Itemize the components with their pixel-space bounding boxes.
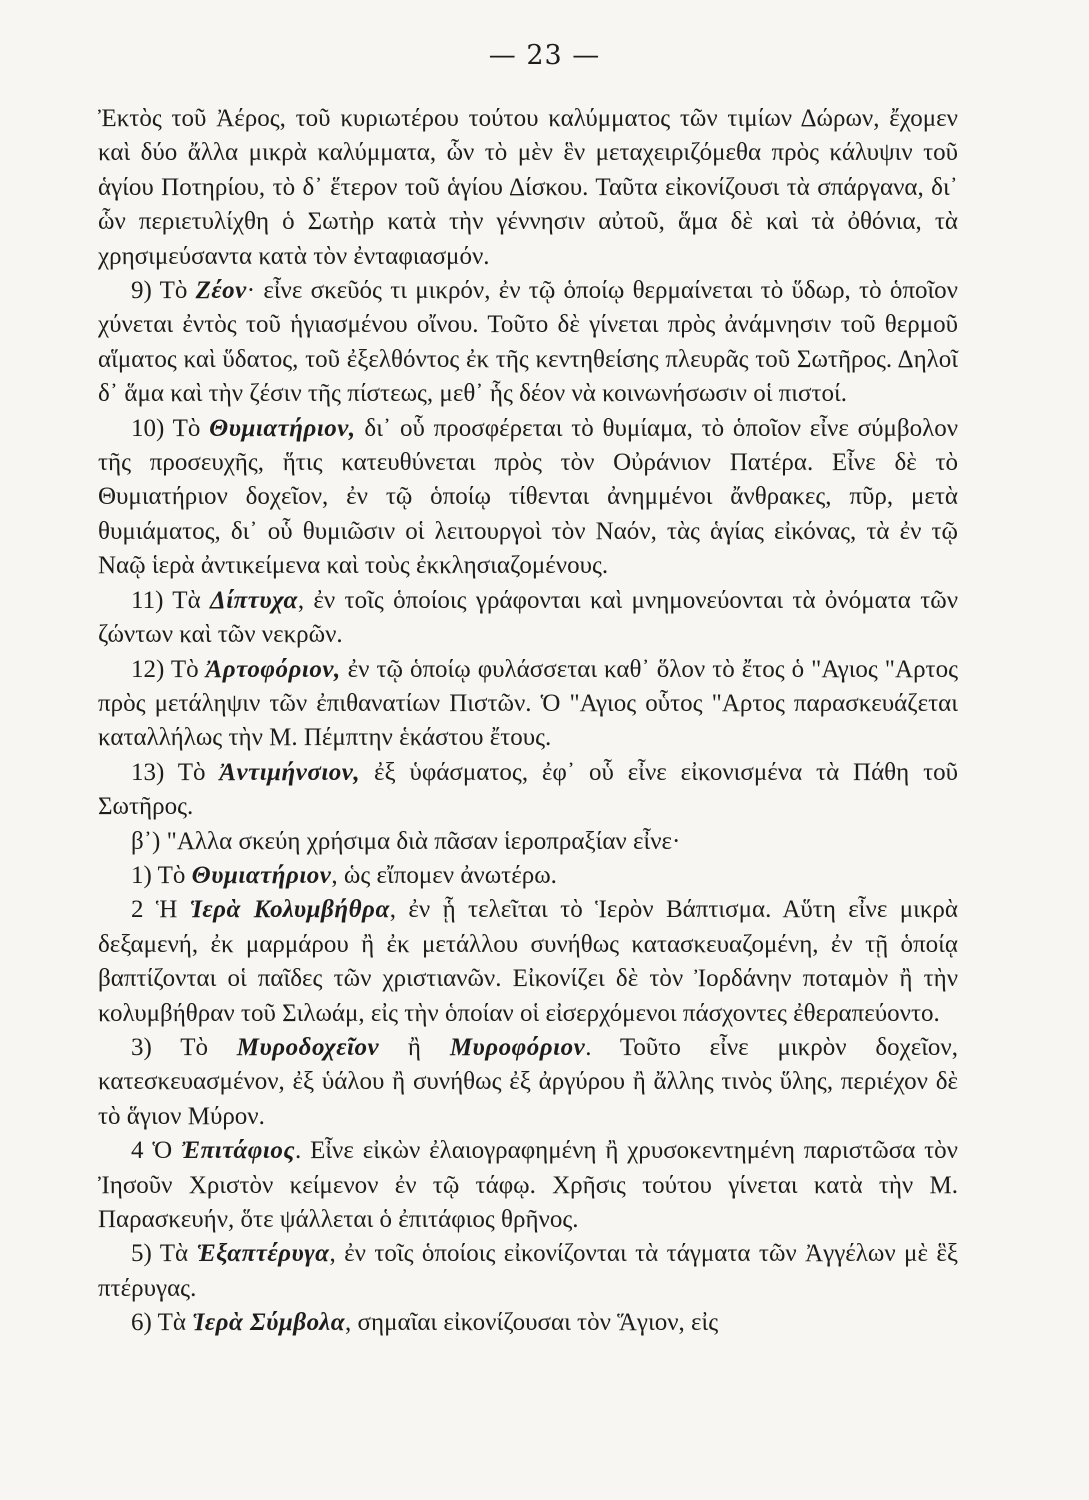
text-run: 6) Τὰ bbox=[131, 1309, 193, 1337]
text-run: β᾽) "Αλλα σκεύη χρήσιμα διὰ πᾶσαν ἱεροπραξίαν εἶνε· bbox=[131, 827, 681, 855]
bold-term: Ἀντιμήνσιον, bbox=[219, 758, 361, 786]
bold-term: Ἑξαπτέρυγα bbox=[196, 1240, 330, 1268]
bold-term: Ἱερὰ Κολυμβήθρα bbox=[189, 896, 390, 924]
paragraph-b-3 bbox=[98, 1031, 958, 1134]
paragraph-b-5 bbox=[98, 1237, 958, 1306]
paragraph-item-9 bbox=[98, 274, 958, 412]
paragraph-b-1 bbox=[98, 859, 958, 893]
text-run: 2 Ἡ bbox=[131, 896, 190, 924]
text-run: , ἐν τοῖς ὁποίοις γράφονται καὶ μνημονεύονται τὰ ὀνόματα τῶν ζώντων καὶ τῶν νεκρῶν. bbox=[98, 586, 958, 649]
text-run: , ἐν ᾗ τελεῖται τὸ Ἱερὸν Βάπτισμα. Αὕτη εἶνε μικρὰ δεξαμενή, ἐκ μαρμάρου ἢ ἐκ μετάλλου συνήθως κατασκευαζομένη, ἐν τῇ ὁποίᾳ βαπτίζονται οἱ παῖδες τῶν χριστιανῶν. Εἰκονίζει δὲ τὸν Ἰορδάνην ποταμὸν ἢ τὴν κολυμβήθραν τοῦ Σιλωάμ, εἰς τὴν ὁποίαν οἱ εἰσερχόμενοι πάσχοντες ἐθεραπεύοντο. bbox=[98, 896, 958, 1027]
text-run: 12) Τὸ bbox=[131, 655, 206, 683]
text-run: . Τοῦτο εἶνε μικρὸν δοχεῖον, κατεσκευασμένον, ἐξ ὑάλου ἢ συνήθως ἐξ ἀργύρου ἢ ἄλλης τινὸς ὕλης, περιέχον δὲ τὸ ἅγιον Μύρον. bbox=[98, 1033, 958, 1130]
page-number: — 23 — bbox=[488, 40, 601, 71]
text-run: 3) Τὸ bbox=[131, 1033, 237, 1061]
bold-term: Θυμιατήριον, bbox=[209, 414, 356, 442]
paragraph-aer bbox=[98, 102, 958, 274]
text-run: 5) Τὰ bbox=[131, 1240, 197, 1268]
paragraph-item-10 bbox=[98, 412, 958, 584]
paragraph-b-6 bbox=[98, 1306, 958, 1340]
paragraph-b-2 bbox=[98, 893, 958, 1031]
body-text bbox=[98, 102, 958, 1341]
text-run: 13) Τὸ bbox=[131, 758, 220, 786]
text-run: 10) Τὸ bbox=[131, 414, 210, 442]
text-run: 4 Ὁ bbox=[131, 1137, 181, 1165]
text-run: · εἶνε σκεῦός τι μικρόν, ἐν τῷ ὁποίῳ θερμαίνεται τὸ ὕδωρ, τὸ ὁποῖον χύνεται ἐντὸς τοῦ ἡγιασμένου οἴνου. Τοῦτο δὲ γίνεται πρὸς ἀνάμνησιν τοῦ θερμοῦ αἵματος καὶ ὕδατος, τοῦ ἐξελθόντος ἐκ τῆς κεντηθείσης πλευρᾶς τοῦ Σωτῆρος. Δηλοῖ δ᾽ ἅμα καὶ τὴν ζέσιν τῆς πίστεως, μεθ᾽ ἧς δέον νὰ κοινωνήσωσιν οἱ πιστοί. bbox=[98, 277, 958, 408]
bold-term: Ἐπιτάφιος bbox=[180, 1137, 295, 1165]
text-run: 9) Τὸ bbox=[131, 277, 196, 305]
bold-term: Ἱερὰ Σύμβολα bbox=[192, 1309, 346, 1337]
paragraph-item-12 bbox=[98, 653, 958, 756]
bold-term: Μυροφόριον bbox=[449, 1033, 586, 1061]
bold-term: Μυροδοχεῖον bbox=[236, 1033, 380, 1061]
text-run: , σημαῖαι εἰκονίζουσαι τὸν Ἅγιον, εἰς bbox=[345, 1309, 719, 1337]
text-run: , ὡς εἴπομεν ἀνωτέρω. bbox=[331, 861, 557, 889]
paragraph-item-13 bbox=[98, 756, 958, 825]
text-run: ἢ bbox=[379, 1033, 450, 1061]
text-run: δι᾽ οὗ προσφέρεται τὸ θυμίαμα, τὸ ὁποῖον εἶνε σύμβολον τῆς προσευχῆς, ἥτις κατευθύνεται πρὸς τὸν Οὐράνιον Πατέρα. Εἶνε δὲ τὸ Θυμιατήριον δοχεῖον, ἐν τῷ ὁποίῳ τίθενται ἀνημμένοι ἄνθρακες, πῦρ, μετὰ θυμιάματος, δι᾽ οὗ θυμιῶσιν οἱ λειτουργοὶ τὸν Ναόν, τὰς ἁγίας εἰκόνας, τὰ ἐν τῷ Ναῷ ἱερὰ ἀντικείμενα καὶ τοὺς ἐκκλησιαζομένους. bbox=[98, 414, 958, 580]
paragraph-section-b bbox=[98, 825, 958, 859]
bold-term: Ἀρτοφόριον, bbox=[205, 655, 341, 683]
bold-term: Δίπτυχα bbox=[210, 586, 298, 614]
bold-term: Ζέον bbox=[195, 277, 247, 305]
text-run: , ἐν τοῖς ὁποίοις εἰκονίζονται τὰ τάγματα τῶν Ἀγγέλων μὲ ἓξ πτέρυγας. bbox=[98, 1240, 958, 1302]
text-run: ἐξ ὑφάσματος, ἐφ᾽ οὗ εἶνε εἰκονισμένα τὰ Πάθη τοῦ Σωτῆρος. bbox=[98, 758, 958, 821]
text-run: ἐν τῷ ὁποίῳ φυλάσσεται καθ᾽ ὅλον τὸ ἔτος ὁ "Αγιος "Αρτος πρὸς μετάληψιν τῶν ἐπιθανατίων Πιστῶν. Ὁ "Αγιος οὗτος "Αρτος παρασκευάζεται καταλλήλως τὴν Μ. Πέμπτην ἑκάστου ἔτους. bbox=[98, 655, 958, 752]
text-run: Ἐκτὸς τοῦ Ἀέρος, τοῦ κυριωτέρου τούτου καλύμματος τῶν τιμίων Δώρων, ἔχομεν καὶ δύο ἄλλα μικρὰ καλύμματα, ὧν τὸ μὲν ἓν μεταχειριζόμεθα πρὸς κάλυψιν τοῦ ἁγίου Ποτηρίου, τὸ δ᾽ ἕτερον τοῦ ἁγίου Δίσκου. Ταῦτα εἰκονίζουσι τὰ σπάργανα, δι᾽ ὧν περιετυλίχθη ὁ Σωτὴρ κατὰ τὴν γέννησιν αὐτοῦ, ἅμα δὲ καὶ τὰ ὀθόνια, τὰ χρησιμεύσαντα κατὰ τὸν ἐνταφιασμόν. bbox=[98, 105, 958, 270]
text-run: . Εἶνε εἰκὼν ἐλαιογραφημένη ἢ χρυσοκεντημένη παριστῶσα τὸν Ἰησοῦν Χριστὸν κείμενον ἐν τῷ τάφῳ. Χρῆσις τούτου γίνεται κατὰ τὴν Μ. Παρασκευήν, ὅτε ψάλλεται ὁ ἐπιτάφιος θρῆνος. bbox=[98, 1137, 958, 1233]
text-run: 11) Τὰ bbox=[131, 586, 211, 614]
paragraph-item-11 bbox=[98, 584, 958, 653]
bold-term: Θυμιατήριον bbox=[191, 861, 332, 889]
text-run: 1) Τὸ bbox=[131, 861, 192, 889]
paragraph-b-4 bbox=[98, 1134, 958, 1237]
